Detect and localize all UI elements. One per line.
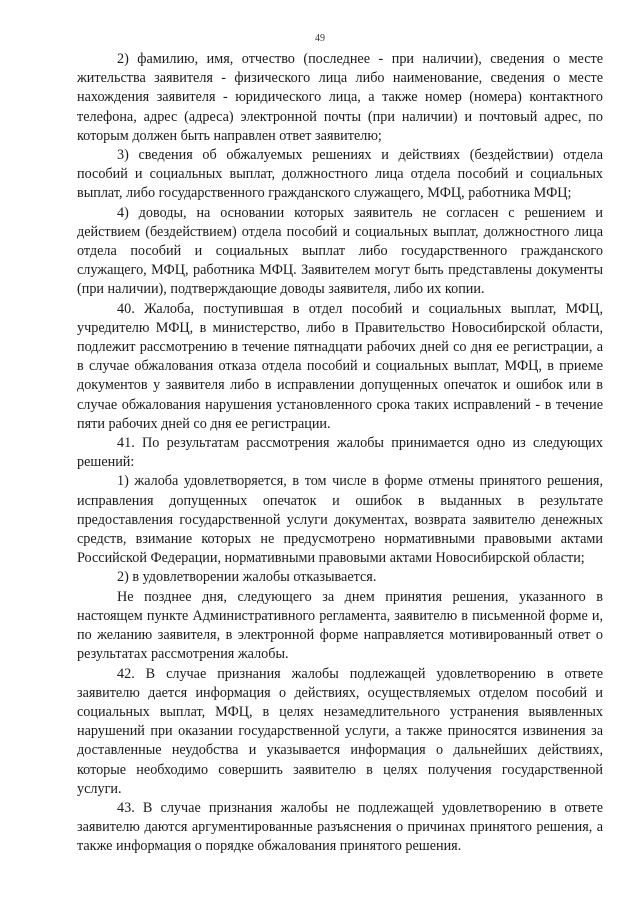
- paragraph-item-4-arguments: 4) доводы, на основании которых заявитель не согласен с решением и действием (бездействием) отдела пособий и социальных выплат, должностного лица отдела пособий и социальных выплат либо государственного гражданского служащего, МФЦ, работника МФЦ. Заявителем могут быть представлены документы (при наличии), подтверждающие доводы заявителя, либо их копии.: [77, 204, 603, 298]
- paragraph-decision-1: 1) жалоба удовлетворяется, в том числе в форме отмены принятого решения, исправления допущенных опечаток и ошибок в выданных в результате предоставления государственной услуги документах, возврата заявителю денежных средств, взимание которых не предусмотрено нормативными правовыми актами Российской Федерации, нормативными правовыми актами Новосибирской области;: [77, 473, 603, 567]
- paragraph-item-3-appealed-decisions: 3) сведения об обжалуемых решениях и действиях (бездействии) отдела пособий и социальных выплат, должностного лица отдела пособий и социальных выплат, либо государственного гражданского служащего, МФЦ, работника МФЦ;: [77, 147, 603, 202]
- paragraph-clause-42: 42. В случае признания жалобы подлежащей удовлетворению в ответе заявителю дается информация о действиях, осуществляемых отделом пособий и социальных выплат, МФЦ, в целях незамедлительного устранения выявленных нарушений при оказании государственной услуги, а также приносятся извинения за доставленные неудобства и указывается информация о дальнейших действиях, которые необходимо совершить заявителю в целях получения государственной услуги.: [77, 665, 603, 797]
- paragraph-item-2-contacts: 2) фамилию, имя, отчество (последнее - при наличии), сведения о месте жительства заявителя - физического лица либо наименование, сведения о месте нахождения заявителя - юридического лица, а также номер (номера) контактного телефона, адрес (адреса) электронной почты (при наличии) и почтовый адрес, по которым должен быть направлен ответ заявителю;: [77, 51, 603, 144]
- paragraph-clause-41: 41. По результатам рассмотрения жалобы принимается одно из следующих решений:: [77, 435, 603, 471]
- paragraph-clause-43: 43. В случае признания жалобы не подлежащей удовлетворению в ответе заявителю даются аргументированные разъяснения о причинах принятого решения, а также информация о порядке обжалования принятого решения.: [77, 799, 603, 855]
- paragraph-clause-40: 40. Жалоба, поступившая в отдел пособий и социальных выплат, МФЦ, учредителю МФЦ, в министерство, либо в Правительство Новосибирской области, подлежит рассмотрению в течение пятнадцати рабочих дней со дня ее регистрации, а в случае обжалования отказа отдела пособий и социальных выплат, МФЦ, в приеме документов у заявителя либо в исправлении допущенных опечаток и ошибок или в случае обжалования нарушения установленного срока таких исправлений - в течение пяти рабочих дней со дня ее регистрации.: [77, 300, 603, 432]
- paragraph-decision-2: 2) в удовлетворении жалобы отказывается.: [117, 569, 377, 586]
- paragraph-response-deadline: Не позднее дня, следующего за днем принятия решения, указанного в настоящем пункте Административного регламента, заявителю в письменной форме и, по желанию заявителя, в электронной форме направляется мотивированный ответ о результатах рассмотрения жалобы.: [77, 588, 603, 663]
- document-body: [77, 50, 603, 857]
- page-number: 49: [315, 33, 325, 44]
